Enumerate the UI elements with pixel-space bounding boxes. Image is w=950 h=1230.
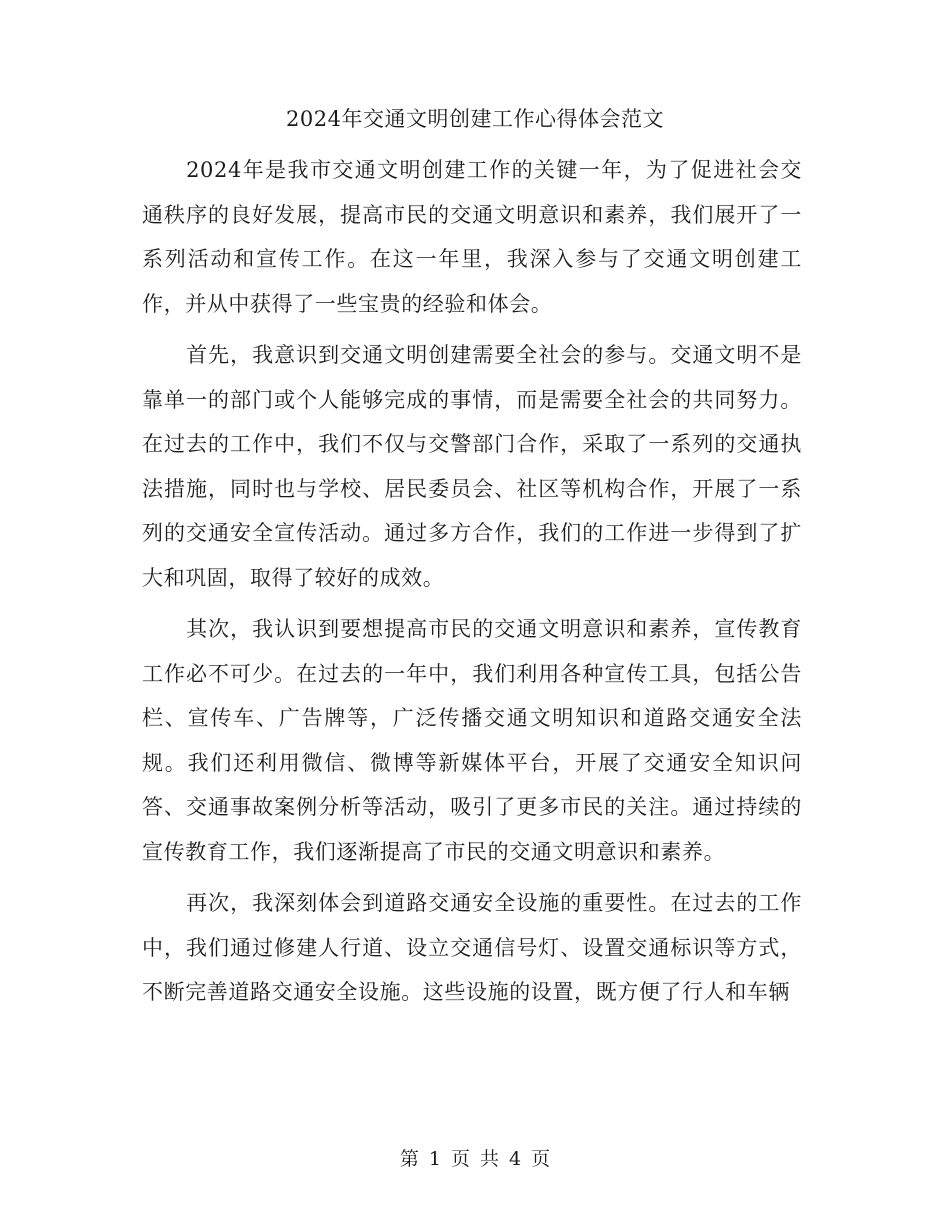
document-title: 2024年交通文明创建工作心得体会范文 <box>286 107 664 131</box>
paragraph-first: 首先，我意识到交通文明创建需要全社会的参与。交通文明不是靠单一的部门或个人能够完成的事情，而是需要全社会的共同努力。在过去的工作中，我们不仅与交警部门合作，采取了一系列的交通执法措施，同时也与学校、居民委员会、社区等机构合作，开展了一系列的交通安全宣传活动。通过多方合作，我们的工作进一步得到了扩大和巩固，取得了较好的成效。 <box>142 343 802 590</box>
paragraph-third: 再次，我深刻体会到道路交通安全设施的重要性。在过去的工作中，我们通过修建人行道、设立交通信号灯、设置交通标识等方式，不断完善道路交通安全设施。这些设施的设置，既方便了行人和车辆 <box>142 891 802 1004</box>
document-body <box>142 148 802 1022</box>
paragraph-second: 其次，我认识到要想提高市民的交通文明意识和素养，宣传教育工作必不可少。在过去的一年中，我们利用各种宣传工具，包括公告栏、宣传车、广告牌等，广泛传播交通文明知识和道路交通安全法规。我们还利用微信、微博等新媒体平台，开展了交通安全知识问答、交通事故案例分析等活动，吸引了更多市民的关注。通过持续的宣传教育工作，我们逐渐提高了市民的交通文明意识和素养。 <box>142 617 802 864</box>
page-number-footer: 第 1 页 共 4 页 <box>399 1148 551 1170</box>
paragraph-intro: 2024年是我市交通文明创建工作的关键一年，为了促进社会交通秩序的良好发展，提高市民的交通文明意识和素养，我们展开了一系列活动和宣传工作。在这一年里，我深入参与了交通文明创建工作，并从中获得了一些宝贵的经验和体会。 <box>142 158 802 316</box>
